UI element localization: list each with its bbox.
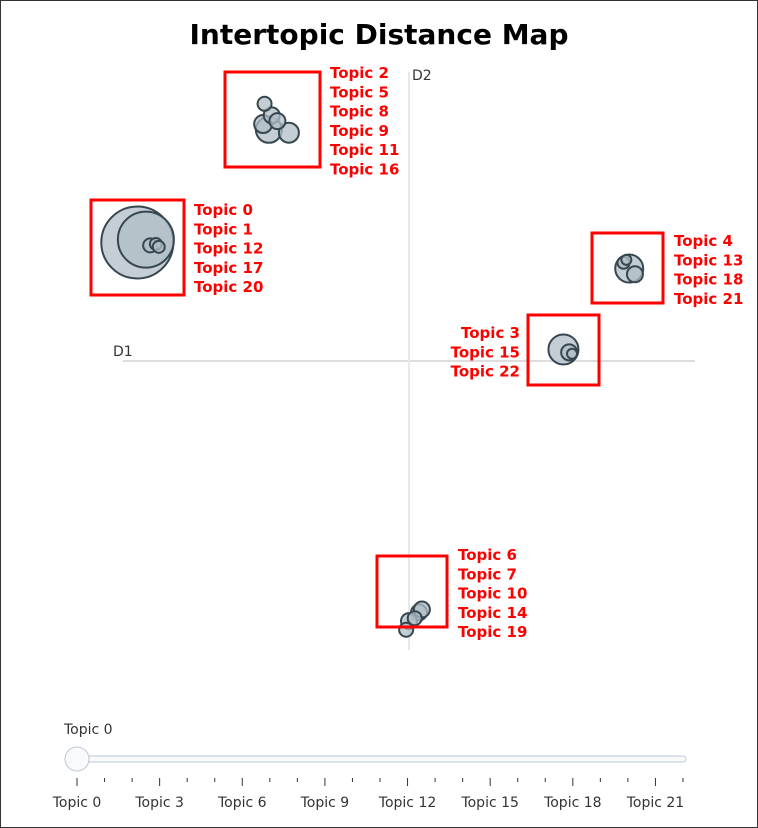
topic-marker-18[interactable] bbox=[627, 266, 643, 282]
topic-marker-16[interactable] bbox=[269, 113, 285, 129]
topic-marker-14[interactable] bbox=[408, 611, 422, 625]
group-topic-label: Topic 2 bbox=[330, 64, 389, 82]
group-topic-label: Topic 18 bbox=[674, 270, 744, 289]
group-topic-label: Topic 16 bbox=[330, 160, 400, 179]
axes-layer bbox=[113, 68, 695, 650]
topic-marker-22[interactable] bbox=[567, 349, 577, 359]
group-topic-label: Topic 1 bbox=[194, 220, 253, 239]
group-topic-label: Topic 8 bbox=[330, 102, 389, 121]
group-topic-label: Topic 3 bbox=[461, 324, 520, 342]
group-topic-label: Topic 0 bbox=[194, 201, 253, 219]
x-axis-label: D1 bbox=[113, 344, 133, 360]
y-axis-label: D2 bbox=[412, 68, 432, 84]
group-topic-label: Topic 15 bbox=[450, 343, 520, 362]
group-annotations-layer bbox=[91, 64, 743, 641]
group-topic-label: Topic 7 bbox=[458, 565, 517, 584]
slider-tick-label: Topic 6 bbox=[217, 795, 267, 811]
group-topic-label: Topic 4 bbox=[674, 232, 733, 250]
group-topic-label: Topic 20 bbox=[194, 278, 264, 297]
group-topic-label: Topic 12 bbox=[194, 239, 264, 258]
topic-group-1 bbox=[225, 64, 399, 179]
group-topic-label: Topic 6 bbox=[458, 546, 517, 564]
group-topic-label: Topic 14 bbox=[458, 603, 528, 622]
chart-title: Intertopic Distance Map bbox=[189, 18, 569, 51]
topic-slider[interactable] bbox=[52, 722, 686, 811]
topic-marker-20[interactable] bbox=[153, 241, 165, 253]
slider-handle[interactable] bbox=[65, 747, 89, 771]
group-topic-label: Topic 10 bbox=[458, 584, 528, 603]
group-topic-label: Topic 11 bbox=[330, 141, 400, 160]
group-topic-label: Topic 21 bbox=[674, 289, 744, 308]
slider-tick-label: Topic 21 bbox=[626, 795, 685, 811]
slider-tick-label: Topic 12 bbox=[378, 795, 437, 811]
group-topic-label: Topic 13 bbox=[674, 251, 744, 270]
group-topic-label: Topic 17 bbox=[194, 258, 264, 277]
slider-tick-label: Topic 9 bbox=[300, 795, 350, 811]
group-topic-label: Topic 5 bbox=[330, 83, 389, 102]
slider-tick-label: Topic 3 bbox=[135, 795, 184, 811]
group-topic-label: Topic 22 bbox=[450, 362, 520, 381]
topic-marker-21[interactable] bbox=[621, 255, 631, 265]
topic-marker-11[interactable] bbox=[258, 97, 272, 111]
slider-current-value: Topic 0 bbox=[64, 722, 113, 738]
slider-track[interactable] bbox=[77, 756, 686, 762]
slider-tick-label: Topic 0 bbox=[52, 795, 102, 811]
group-topic-label: Topic 19 bbox=[458, 623, 528, 642]
slider-tick-label: Topic 15 bbox=[461, 795, 519, 811]
group-topic-label: Topic 9 bbox=[330, 121, 389, 140]
topic-group-4 bbox=[377, 546, 527, 641]
slider-tick-label: Topic 18 bbox=[544, 795, 602, 811]
